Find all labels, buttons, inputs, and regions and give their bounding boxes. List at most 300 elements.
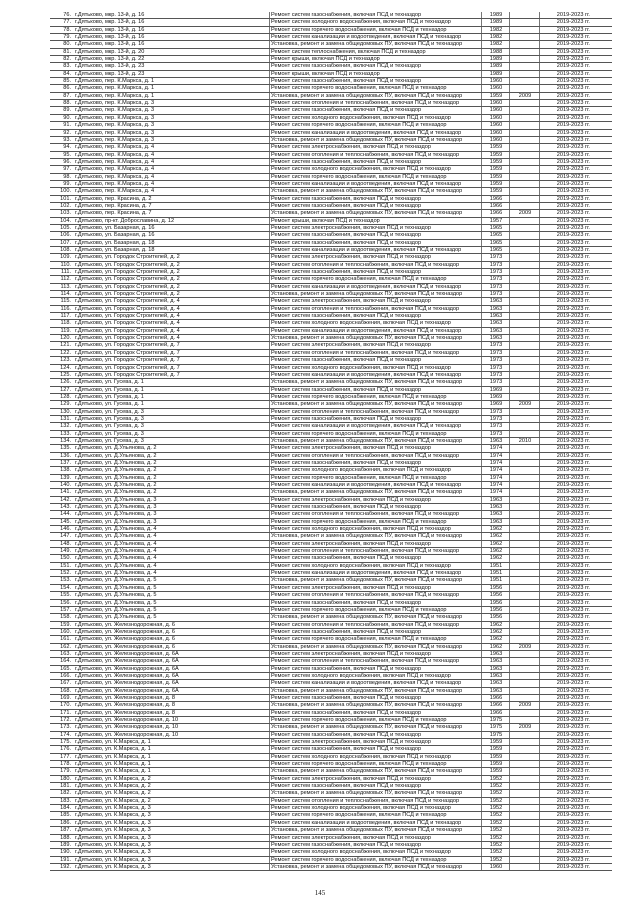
planned-period-cell: 2019-2023 гг. xyxy=(556,415,590,422)
build-year-cell: 1966 xyxy=(482,695,510,701)
work-type-cell: Ремонт систем электроснабжения, включая ПСД и техназдор xyxy=(270,497,482,503)
build-year-cell: 1959 xyxy=(482,152,510,158)
address-cell: г.Дятьково, ул. Железнодорожная, д. 10 xyxy=(74,724,270,730)
row-number: 133. xyxy=(60,430,71,437)
build-year-cell: 1952 xyxy=(482,776,510,782)
table-row xyxy=(50,284,612,291)
build-year-cell: 1973 xyxy=(482,254,510,260)
address-cell: г.Дятьково, пер. К.Маркса, д. 1 xyxy=(74,93,270,99)
address-cell: г.Дятьково, ул. Городок Строителей, д. 2 xyxy=(74,269,270,275)
planned-period-cell: 2019-2023 гг. xyxy=(556,562,590,569)
row-number: 161. xyxy=(60,636,71,643)
row-number: 81. xyxy=(63,48,71,55)
planned-period-cell: 2019-2023 гг. xyxy=(556,459,590,466)
build-year-cell: 1951 xyxy=(482,570,510,576)
planned-period-cell: 2019-2023 гг. xyxy=(556,849,590,856)
page-number: 145 xyxy=(314,889,326,897)
address-cell: г.Дятьково, ул. Железнодорожная, д. 8 xyxy=(74,695,270,701)
row-number: 169. xyxy=(60,694,71,701)
planned-period-cell: 2019-2023 гг. xyxy=(556,775,590,782)
work-type-cell: Ремонт систем газоснабжения, включая ПСД и техназдор xyxy=(270,629,482,635)
address-cell: г.Дятьково, ул. К.Маркса, д. 1 xyxy=(74,746,270,752)
last-repair-year-cell xyxy=(510,695,540,701)
table-row xyxy=(50,306,612,313)
row-number: 183. xyxy=(60,797,71,804)
row-number: 188. xyxy=(60,834,71,841)
table-row xyxy=(50,379,612,386)
build-year-cell: 1963 xyxy=(482,519,510,525)
table-row xyxy=(50,320,612,327)
planned-period-cell: 2019-2023 гг. xyxy=(556,320,590,327)
row-number: 137. xyxy=(60,459,71,466)
address-cell: г.Дятьково, ул. Д.Ульянова, д. 2 xyxy=(74,453,270,459)
planned-period-cell: 2019-2023 гг. xyxy=(556,19,590,26)
table-row xyxy=(50,365,612,372)
row-number: 110. xyxy=(60,261,71,268)
table-row xyxy=(50,732,612,739)
table-row xyxy=(50,203,612,210)
row-number: 109. xyxy=(60,254,71,261)
row-number: 186. xyxy=(60,819,71,826)
row-number: 168. xyxy=(60,687,71,694)
row-number: 163. xyxy=(60,650,71,657)
table-row xyxy=(50,761,612,768)
work-type-cell: Ремонт систем электроснабжения, включая ПСД и техназдор xyxy=(270,254,482,260)
address-cell: г.Дятьково, мкр. 13-й, д. 20 xyxy=(74,49,270,55)
build-year-cell: 1963 xyxy=(482,673,510,679)
last-repair-year-cell xyxy=(510,849,540,855)
table-row xyxy=(50,680,612,687)
build-year-cell: 1962 xyxy=(482,644,510,650)
row-number: 96. xyxy=(63,158,71,165)
address-cell: г.Дятьково, ул. К.Маркса, д. 3 xyxy=(74,812,270,818)
row-number: 125. xyxy=(60,371,71,378)
planned-period-cell: 2019-2023 гг. xyxy=(556,797,590,804)
last-repair-year-cell xyxy=(510,563,540,569)
table-row xyxy=(50,754,612,761)
build-year-cell: 1982 xyxy=(482,34,510,40)
row-number: 157. xyxy=(60,606,71,613)
row-number: 76. xyxy=(63,12,71,18)
work-type-cell: Ремонт систем холодного водоснабжения, включая ПСД и техназдор xyxy=(270,673,482,679)
table-row xyxy=(50,254,612,261)
last-repair-year-cell xyxy=(510,680,540,686)
row-number: 111. xyxy=(60,269,71,276)
address-cell: г.Дятьково, ул. Гусева, д. 3 xyxy=(74,416,270,422)
row-number: 121. xyxy=(60,342,71,349)
planned-period-cell: 2019-2023 гг. xyxy=(556,548,590,555)
table-row xyxy=(50,276,612,283)
row-number: 83. xyxy=(63,63,71,70)
planned-period-cell: 2019-2023 гг. xyxy=(556,291,590,298)
work-type-cell: Ремонт систем газоснабжения, включая ПСД и техназдор xyxy=(270,78,482,84)
planned-period-cell: 2019-2023 гг. xyxy=(556,100,590,107)
work-type-cell: Ремонт систем газоснабжения, включая ПСД и техназдор xyxy=(270,387,482,393)
row-number: 147. xyxy=(60,533,71,540)
last-repair-year-cell xyxy=(510,827,540,833)
last-repair-year-cell xyxy=(510,122,540,128)
row-number: 116. xyxy=(60,305,71,312)
last-repair-year-cell xyxy=(510,460,540,466)
row-number: 112. xyxy=(60,276,71,283)
address-cell: г.Дятьково, мкр. 13-й, д. 16 xyxy=(74,27,270,33)
address-cell: г.Дятьково, ул. Д.Ульянова, д. 5 xyxy=(74,592,270,598)
planned-period-cell: 2019-2023 гг. xyxy=(556,687,590,694)
table-row xyxy=(50,864,612,871)
work-type-cell: Ремонт систем газоснабжения, включая ПСД и техназдор xyxy=(270,695,482,701)
last-repair-year-cell xyxy=(510,276,540,282)
row-number: 80. xyxy=(63,41,71,48)
last-repair-year-cell xyxy=(510,658,540,664)
work-type-cell: Ремонт систем электроснабжения, включая ПСД и техназдор xyxy=(270,541,482,547)
table-row xyxy=(50,350,612,357)
build-year-cell: 1973 xyxy=(482,416,510,422)
work-type-cell: Ремонт крыши, включая ПСД и техназдор xyxy=(270,71,482,77)
build-year-cell: 1963 xyxy=(482,298,510,304)
last-repair-year-cell xyxy=(510,790,540,796)
work-type-cell: Установка, ремонт и замена общедомовых ПУ, включая ПСД и техназдор xyxy=(270,335,482,341)
table-row xyxy=(50,115,612,122)
last-repair-year-cell xyxy=(510,174,540,180)
table-row xyxy=(50,504,612,511)
build-year-cell: 1959 xyxy=(482,166,510,172)
work-type-cell: Установка, ремонт и замена общедомовых ПУ, включая ПСД и техназдор xyxy=(270,438,482,444)
last-repair-year-cell xyxy=(510,107,540,113)
address-cell: г.Дятьково, ул. Д.Ульянова, д. 2 xyxy=(74,460,270,466)
address-cell: г.Дятьково, пр-кт. Доброславина, д. 12 xyxy=(74,218,270,224)
planned-period-cell: 2019-2023 гг. xyxy=(556,739,590,746)
work-type-cell: Ремонт систем газоснабжения, включая ПСД и техназдор xyxy=(270,746,482,752)
work-type-cell: Ремонт систем отопления и теплоснабжения, включая ПСД и техназдор xyxy=(270,592,482,598)
build-year-cell: 1952 xyxy=(482,857,510,863)
last-repair-year-cell xyxy=(510,445,540,451)
address-cell: г.Дятьково, ул. Городок Строителей, д. 4 xyxy=(74,306,270,312)
work-type-cell: Установка, ремонт и замена общедомовых ПУ, включая ПСД и техназдор xyxy=(270,188,482,194)
row-number: 120. xyxy=(60,335,71,342)
last-repair-year-cell xyxy=(510,63,540,69)
row-number: 141. xyxy=(60,489,71,496)
table-row xyxy=(50,790,612,797)
last-repair-year-cell xyxy=(510,820,540,826)
row-number: 172. xyxy=(60,717,71,723)
last-repair-year-cell xyxy=(510,159,540,165)
planned-period-cell: 2019-2023 гг. xyxy=(556,827,590,834)
row-number: 123. xyxy=(60,357,71,364)
last-repair-year-cell xyxy=(510,262,540,268)
table-row xyxy=(50,658,612,665)
address-cell: г.Дятьково, ул. Городок Строителей, д. 2 xyxy=(74,284,270,290)
work-type-cell: Ремонт систем отопления и теплоснабжения, включая ПСД и техназдор xyxy=(270,409,482,415)
table-row xyxy=(50,181,612,188)
build-year-cell: 1975 xyxy=(482,724,510,730)
address-cell: г.Дятьково, пер. К.Маркса, д. 4 xyxy=(74,144,270,150)
address-cell: г.Дятьково, пер. К.Маркса, д. 4 xyxy=(74,159,270,165)
build-year-cell: 1962 xyxy=(482,548,510,554)
address-cell: г.Дятьково, ул. Железнодорожная, д. 6А xyxy=(74,680,270,686)
build-year-cell: 1963 xyxy=(482,504,510,510)
last-repair-year-cell xyxy=(510,812,540,818)
row-number: 95. xyxy=(63,151,71,158)
address-cell: г.Дятьково, ул. Железнодорожная, д. 6А xyxy=(74,666,270,672)
last-repair-year-cell xyxy=(510,739,540,745)
row-number: 181. xyxy=(60,783,71,790)
work-type-cell: Ремонт систем канализации и водоотведения, включая ПСД и техназдор xyxy=(270,423,482,429)
address-cell: г.Дятьково, ул. Городок Строителей, д. 7 xyxy=(74,372,270,378)
build-year-cell: 1963 xyxy=(482,438,510,444)
row-number: 98. xyxy=(63,173,71,180)
work-type-cell: Ремонт систем электроснабжения, включая ПСД и техназдор xyxy=(270,144,482,150)
table-row xyxy=(50,387,612,394)
build-year-cell: 1974 xyxy=(482,489,510,495)
table-row xyxy=(50,460,612,467)
planned-period-cell: 2019-2023 гг. xyxy=(556,349,590,356)
row-number: 92. xyxy=(63,129,71,136)
row-number: 77. xyxy=(63,19,71,26)
planned-period-cell: 2019-2023 гг. xyxy=(556,496,590,503)
table-row xyxy=(50,614,612,621)
address-cell: г.Дятьково, ул. Д.Ульянова, д. 3 xyxy=(74,504,270,510)
table-row xyxy=(50,357,612,364)
build-year-cell: 1965 xyxy=(482,225,510,231)
work-type-cell: Установка, ремонт и замена общедомовых ПУ, включая ПСД и техназдор xyxy=(270,41,482,47)
table-row xyxy=(50,541,612,548)
planned-period-cell: 2019-2023 гг. xyxy=(556,78,590,85)
build-year-cell: 1966 xyxy=(482,210,510,216)
last-repair-year-cell xyxy=(510,798,540,804)
work-type-cell: Ремонт систем газоснабжения, включая ПСД и техназдор xyxy=(270,203,482,209)
address-cell: г.Дятьково, мкр. 13-й, д. 22 xyxy=(74,56,270,62)
row-number: 136. xyxy=(60,452,71,459)
build-year-cell: 1982 xyxy=(482,27,510,33)
last-repair-year-cell xyxy=(510,511,540,517)
planned-period-cell: 2019-2023 гг. xyxy=(556,239,590,246)
table-row xyxy=(50,489,612,496)
planned-period-cell: 2019-2023 гг. xyxy=(556,232,590,239)
work-type-cell: Ремонт систем отопления и теплоснабжения, включая ПСД и техназдор xyxy=(270,306,482,312)
table-row xyxy=(50,857,612,864)
work-type-cell: Ремонт систем холодного водоснабжения, включая ПСД и техназдор xyxy=(270,849,482,855)
address-cell: г.Дятьково, ул. Д.Ульянова, д. 4 xyxy=(74,555,270,561)
work-type-cell: Ремонт систем канализации и водоотведения, включая ПСД и техназдор xyxy=(270,284,482,290)
table-row xyxy=(50,122,612,129)
work-type-cell: Ремонт систем электроснабжения, включая ПСД и техназдор xyxy=(270,835,482,841)
row-number: 192. xyxy=(60,863,71,870)
build-year-cell: 1963 xyxy=(482,497,510,503)
row-number: 165. xyxy=(60,665,71,672)
work-type-cell: Ремонт систем отопления и теплоснабжения, включая ПСД и техназдор xyxy=(270,511,482,517)
row-number: 155. xyxy=(60,592,71,599)
row-number: 104. xyxy=(60,217,71,224)
last-repair-year-cell: 2009 xyxy=(510,401,540,407)
row-number: 118. xyxy=(60,320,71,327)
table-row xyxy=(50,78,612,85)
planned-period-cell: 2019-2023 гг. xyxy=(556,717,590,723)
address-cell: г.Дятьково, пер. К.Маркса, д. 1 xyxy=(74,78,270,84)
build-year-cell: 1973 xyxy=(482,431,510,437)
address-cell: г.Дятьково, пер. К.Маркса, д. 1 xyxy=(74,85,270,91)
last-repair-year-cell xyxy=(510,27,540,33)
planned-period-cell: 2019-2023 гг. xyxy=(556,298,590,305)
table-row xyxy=(50,607,612,614)
work-type-cell: Ремонт систем горячего водоснабжения, включая ПСД и техназдор xyxy=(270,122,482,128)
table-row xyxy=(50,798,612,805)
table-row xyxy=(50,548,612,555)
planned-period-cell: 2019-2023 гг. xyxy=(556,658,590,665)
address-cell: г.Дятьково, ул. Гусева, д. 3 xyxy=(74,423,270,429)
build-year-cell: 1963 xyxy=(482,666,510,672)
address-cell: г.Дятьково, пер. Красина, д. 2 xyxy=(74,196,270,202)
table-row xyxy=(50,805,612,812)
address-cell: г.Дятьково, ул. Базарная, д. 16 xyxy=(74,225,270,231)
works-table xyxy=(50,12,612,871)
address-cell: г.Дятьково, ул. Железнодорожная, д. 10 xyxy=(74,732,270,738)
address-cell: г.Дятьково, ул. Д.Ульянова, д. 2 xyxy=(74,489,270,495)
planned-period-cell: 2019-2023 гг. xyxy=(556,144,590,151)
address-cell: г.Дятьково, ул. Железнодорожная, д. 6 xyxy=(74,622,270,628)
table-row xyxy=(50,511,612,518)
last-repair-year-cell xyxy=(510,350,540,356)
last-repair-year-cell xyxy=(510,137,540,143)
row-number: 174. xyxy=(60,731,71,738)
address-cell: г.Дятьково, ул. К.Маркса, д. 2 xyxy=(74,798,270,804)
last-repair-year-cell xyxy=(510,181,540,187)
build-year-cell: 1957 xyxy=(482,218,510,224)
last-repair-year-cell xyxy=(510,482,540,488)
row-number: 126. xyxy=(60,379,71,386)
address-cell: г.Дятьково, ул. Д.Ульянова, д. 4 xyxy=(74,541,270,547)
build-year-cell: 1952 xyxy=(482,798,510,804)
address-cell: г.Дятьково, ул. Гусева, д. 1 xyxy=(74,394,270,400)
address-cell: г.Дятьково, ул. Железнодорожная, д. 10 xyxy=(74,717,270,723)
last-repair-year-cell xyxy=(510,225,540,231)
last-repair-year-cell xyxy=(510,313,540,319)
table-row xyxy=(50,240,612,247)
last-repair-year-cell: 2009 xyxy=(510,93,540,99)
work-type-cell: Ремонт систем газоснабжения, включая ПСД и техназдор xyxy=(270,842,482,848)
row-number: 166. xyxy=(60,672,71,679)
work-type-cell: Ремонт систем горячего водоснабжения, включая ПСД и техназдор xyxy=(270,857,482,863)
last-repair-year-cell: 2010 xyxy=(510,438,540,444)
address-cell: г.Дятьково, пер. К.Маркса, д. 4 xyxy=(74,181,270,187)
planned-period-cell: 2019-2023 гг. xyxy=(556,12,590,18)
build-year-cell: 1959 xyxy=(482,746,510,752)
planned-period-cell: 2019-2023 гг. xyxy=(556,327,590,334)
work-type-cell: Ремонт систем горячего водоснабжения, включая ПСД и техназдор xyxy=(270,431,482,437)
work-type-cell: Ремонт систем холодного водоснабжения, включая ПСД и техназдор xyxy=(270,19,482,25)
build-year-cell: 1960 xyxy=(482,107,510,113)
work-type-cell: Ремонт систем газоснабжения, включая ПСД и техназдор xyxy=(270,107,482,113)
address-cell: г.Дятьково, ул. Д.Ульянова, д. 5 xyxy=(74,614,270,620)
last-repair-year-cell xyxy=(510,688,540,694)
planned-period-cell: 2019-2023 гг. xyxy=(556,474,590,481)
build-year-cell: 1959 xyxy=(482,188,510,194)
planned-period-cell: 2019-2023 гг. xyxy=(556,217,590,224)
planned-period-cell: 2019-2023 гг. xyxy=(556,371,590,378)
row-number: 106. xyxy=(60,232,71,239)
row-number: 86. xyxy=(63,85,71,92)
last-repair-year-cell xyxy=(510,805,540,811)
work-type-cell: Ремонт систем холодного водоснабжения, включая ПСД и техназдор xyxy=(270,467,482,473)
planned-period-cell: 2019-2023 гг. xyxy=(556,261,590,268)
table-row xyxy=(50,416,612,423)
last-repair-year-cell xyxy=(510,717,540,723)
address-cell: г.Дятьково, пер. К.Маркса, д. 4 xyxy=(74,166,270,172)
table-row xyxy=(50,467,612,474)
planned-period-cell: 2019-2023 гг. xyxy=(556,195,590,202)
work-type-cell: Ремонт систем газоснабжения, включая ПСД и техназдор xyxy=(270,416,482,422)
work-type-cell: Ремонт систем горячего водоснабжения, включая ПСД и техназдор xyxy=(270,27,482,33)
planned-period-cell: 2019-2023 гг. xyxy=(556,694,590,701)
address-cell: г.Дятьково, ул. К.Маркса, д. 3 xyxy=(74,864,270,870)
planned-period-cell: 2019-2023 гг. xyxy=(556,482,590,488)
table-row xyxy=(50,85,612,92)
address-cell: г.Дятьково, ул. Городок Строителей, д. 4 xyxy=(74,320,270,326)
last-repair-year-cell xyxy=(510,754,540,760)
last-repair-year-cell xyxy=(510,328,540,334)
planned-period-cell: 2019-2023 гг. xyxy=(556,731,590,738)
build-year-cell: 1959 xyxy=(482,768,510,774)
build-year-cell: 1963 xyxy=(482,511,510,517)
work-type-cell: Ремонт систем газоснабжения, включая ПСД и техназдор xyxy=(270,783,482,789)
planned-period-cell: 2019-2023 гг. xyxy=(556,856,590,863)
table-row xyxy=(50,107,612,114)
table-row xyxy=(50,225,612,232)
build-year-cell: 1973 xyxy=(482,284,510,290)
build-year-cell: 1960 xyxy=(482,115,510,121)
row-number: 187. xyxy=(60,827,71,834)
row-number: 102. xyxy=(60,202,71,209)
build-year-cell: 1959 xyxy=(482,159,510,165)
work-type-cell: Ремонт систем канализации и водоотведения, включая ПСД и техназдор xyxy=(270,34,482,40)
work-type-cell: Ремонт систем горячего водоснабжения, включая ПСД и техназдор xyxy=(270,276,482,282)
build-year-cell: 1966 xyxy=(482,203,510,209)
work-type-cell: Установка, ремонт и замена общедомовых ПУ, включая ПСД и техназдор xyxy=(270,401,482,407)
planned-period-cell: 2019-2023 гг. xyxy=(556,761,590,768)
table-row xyxy=(50,445,612,452)
address-cell: г.Дятьково, ул. Городок Строителей, д. 7 xyxy=(74,350,270,356)
address-cell: г.Дятьково, ул. Железнодорожная, д. 6 xyxy=(74,629,270,635)
work-type-cell: Ремонт систем газоснабжения, включая ПСД и техназдор xyxy=(270,313,482,319)
last-repair-year-cell xyxy=(510,857,540,863)
planned-period-cell: 2019-2023 гг. xyxy=(556,305,590,312)
table-row xyxy=(50,335,612,342)
work-type-cell: Установка, ремонт и замена общедомовых ПУ, включая ПСД и техназдор xyxy=(270,702,482,708)
planned-period-cell: 2019-2023 гг. xyxy=(556,92,590,99)
address-cell: г.Дятьково, ул. Городок Строителей, д. 2 xyxy=(74,291,270,297)
work-type-cell: Ремонт систем газоснабжения, включая ПСД и техназдор xyxy=(270,600,482,606)
table-row xyxy=(50,695,612,702)
work-type-cell: Ремонт систем горячего водоснабжения, включая ПСД и техназдор xyxy=(270,519,482,525)
address-cell: г.Дятьково, пер. Красина, д. 7 xyxy=(74,210,270,216)
planned-period-cell: 2019-2023 гг. xyxy=(556,386,590,393)
work-type-cell: Ремонт систем теплоснабжения, включая ПСД и техназдор xyxy=(270,49,482,55)
planned-period-cell: 2019-2023 гг. xyxy=(556,48,590,55)
address-cell: г.Дятьково, ул. Базарная, д. 18 xyxy=(74,247,270,253)
last-repair-year-cell xyxy=(510,78,540,84)
planned-period-cell: 2019-2023 гг. xyxy=(556,452,590,459)
address-cell: г.Дятьково, ул. Городок Строителей, д. 4 xyxy=(74,313,270,319)
build-year-cell: 1966 xyxy=(482,702,510,708)
planned-period-cell: 2019-2023 гг. xyxy=(556,188,590,195)
row-number: 91. xyxy=(63,122,71,129)
table-row xyxy=(50,710,612,717)
work-type-cell: Ремонт систем газоснабжения, включая ПСД и техназдор xyxy=(270,63,482,69)
build-year-cell: 1952 xyxy=(482,835,510,841)
table-row xyxy=(50,577,612,584)
work-type-cell: Ремонт систем газоснабжения, включая ПСД и техназдор xyxy=(270,232,482,238)
work-type-cell: Установка, ремонт и замена общедомовых ПУ, включая ПСД и техназдор xyxy=(270,768,482,774)
planned-period-cell: 2019-2023 гг. xyxy=(556,783,590,790)
